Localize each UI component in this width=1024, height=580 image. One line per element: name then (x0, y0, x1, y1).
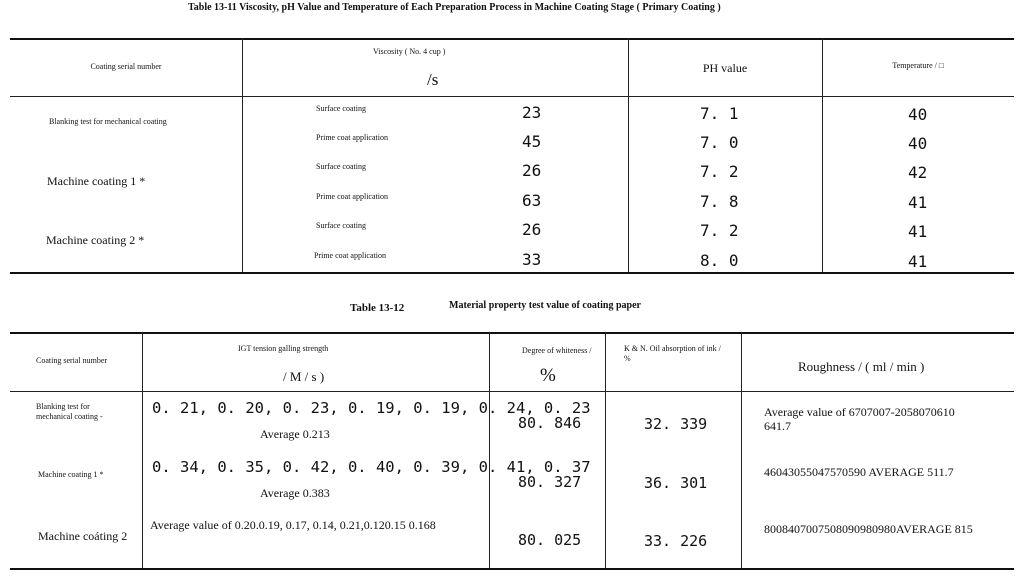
table-top-border (10, 332, 1014, 334)
igt-average: Average 0.213 (260, 427, 330, 441)
roughness-value: 8008407007508090980980AVERAGE 815 (764, 522, 973, 536)
whiteness-value: 80. 846 (518, 414, 582, 432)
viscosity-value: 26 (522, 161, 542, 180)
header-oil-absorption: K & N. Oil absorption of ink / % (624, 344, 721, 363)
roughness-value: 46043055047570590 AVERAGE 511.7 (764, 465, 954, 479)
ph-value: 8. 0 (700, 251, 739, 270)
igt-values: 0. 21, 0. 20, 0. 23, 0. 19, 0. 19, 0. 24, 0. 23 (152, 399, 591, 417)
ph-value: 7. 2 (700, 162, 739, 181)
header-divider (10, 391, 1014, 392)
group-label: Machine coating 1 * (47, 174, 146, 188)
viscosity-value: 63 (522, 191, 542, 210)
header-roughness: Roughness / ( ml / min ) (798, 359, 925, 374)
process-label: Prime coat application (316, 133, 388, 142)
temperature-value: 41 (908, 193, 928, 212)
process-label: Prime coat application (314, 251, 386, 260)
coating-serial: Blanking test for mechanical coating - (36, 402, 103, 421)
column-divider (822, 38, 823, 272)
table-top-border (10, 38, 1014, 40)
column-divider (741, 332, 742, 568)
table-13-11-title: Table 13-11 Viscosity, pH Value and Temperature of Each Preparation Process in Machine Coating Stage ( Primary Coating ) (188, 2, 721, 13)
roughness-value: Average value of 6707007-2058070610 641.7 (764, 405, 955, 433)
ph-value: 7. 8 (700, 192, 739, 211)
table-bottom-border (10, 568, 1014, 570)
temperature-value: 41 (908, 222, 928, 241)
group-label: Blanking test for mechanical coating (49, 117, 167, 126)
igt-values: 0. 34, 0. 35, 0. 42, 0. 40, 0. 39, 0. 41, 0. 37 (152, 458, 591, 476)
column-divider (605, 332, 606, 568)
column-divider (242, 38, 243, 272)
viscosity-value: 33 (522, 250, 542, 269)
coating-serial: Machine coating 1 * (38, 470, 104, 479)
header-igt-unit: / M / s ) (283, 369, 325, 384)
coating-serial: Machine coáting 2 (38, 529, 128, 543)
ph-value: 7. 1 (700, 104, 739, 123)
table-bottom-border (10, 272, 1014, 274)
ph-value: 7. 0 (700, 133, 739, 152)
ph-value: 7. 2 (700, 221, 739, 240)
table-13-12-title: Material property test value of coating paper (449, 300, 641, 311)
header-whiteness-unit: % (540, 365, 556, 386)
whiteness-value: 80. 025 (518, 531, 582, 549)
temperature-value: 40 (908, 134, 928, 153)
temperature-value: 41 (908, 252, 928, 271)
oil-absorption-value: 33. 226 (644, 532, 708, 550)
header-igt: IGT tension galling strength (238, 344, 329, 353)
process-label: Surface coating (316, 104, 366, 113)
header-coating-serial: Coating serial number (90, 62, 162, 71)
process-label: Prime coat application (316, 192, 388, 201)
group-label: Machine coating 2 * (46, 233, 145, 247)
column-divider (489, 332, 490, 568)
whiteness-value: 80. 327 (518, 473, 582, 491)
header-temperature: Temperature / □ (892, 61, 944, 70)
table-13-12-number: Table 13-12 (350, 302, 405, 314)
temperature-value: 40 (908, 105, 928, 124)
process-label: Surface coating (316, 221, 366, 230)
column-divider (142, 332, 143, 568)
temperature-value: 42 (908, 163, 928, 182)
header-ph-value: PH value (702, 61, 748, 75)
header-divider (10, 96, 1014, 97)
viscosity-value: 26 (522, 220, 542, 239)
header-coating-serial: Coating serial number (36, 356, 108, 365)
header-whiteness: Degree of whiteness / (522, 346, 592, 355)
process-label: Surface coating (316, 162, 366, 171)
igt-average: Average 0.383 (260, 486, 330, 500)
igt-values: Average value of 0.20.0.19, 0.17, 0.14, 0.21,0.120.15 0.168 (150, 518, 436, 532)
header-viscosity: Viscosity ( No. 4 cup ) (373, 47, 446, 56)
oil-absorption-value: 36. 301 (644, 474, 708, 492)
viscosity-value: 23 (522, 103, 542, 122)
viscosity-value: 45 (522, 132, 542, 151)
oil-absorption-value: 32. 339 (644, 415, 708, 433)
header-viscosity-unit: /s (427, 70, 439, 89)
